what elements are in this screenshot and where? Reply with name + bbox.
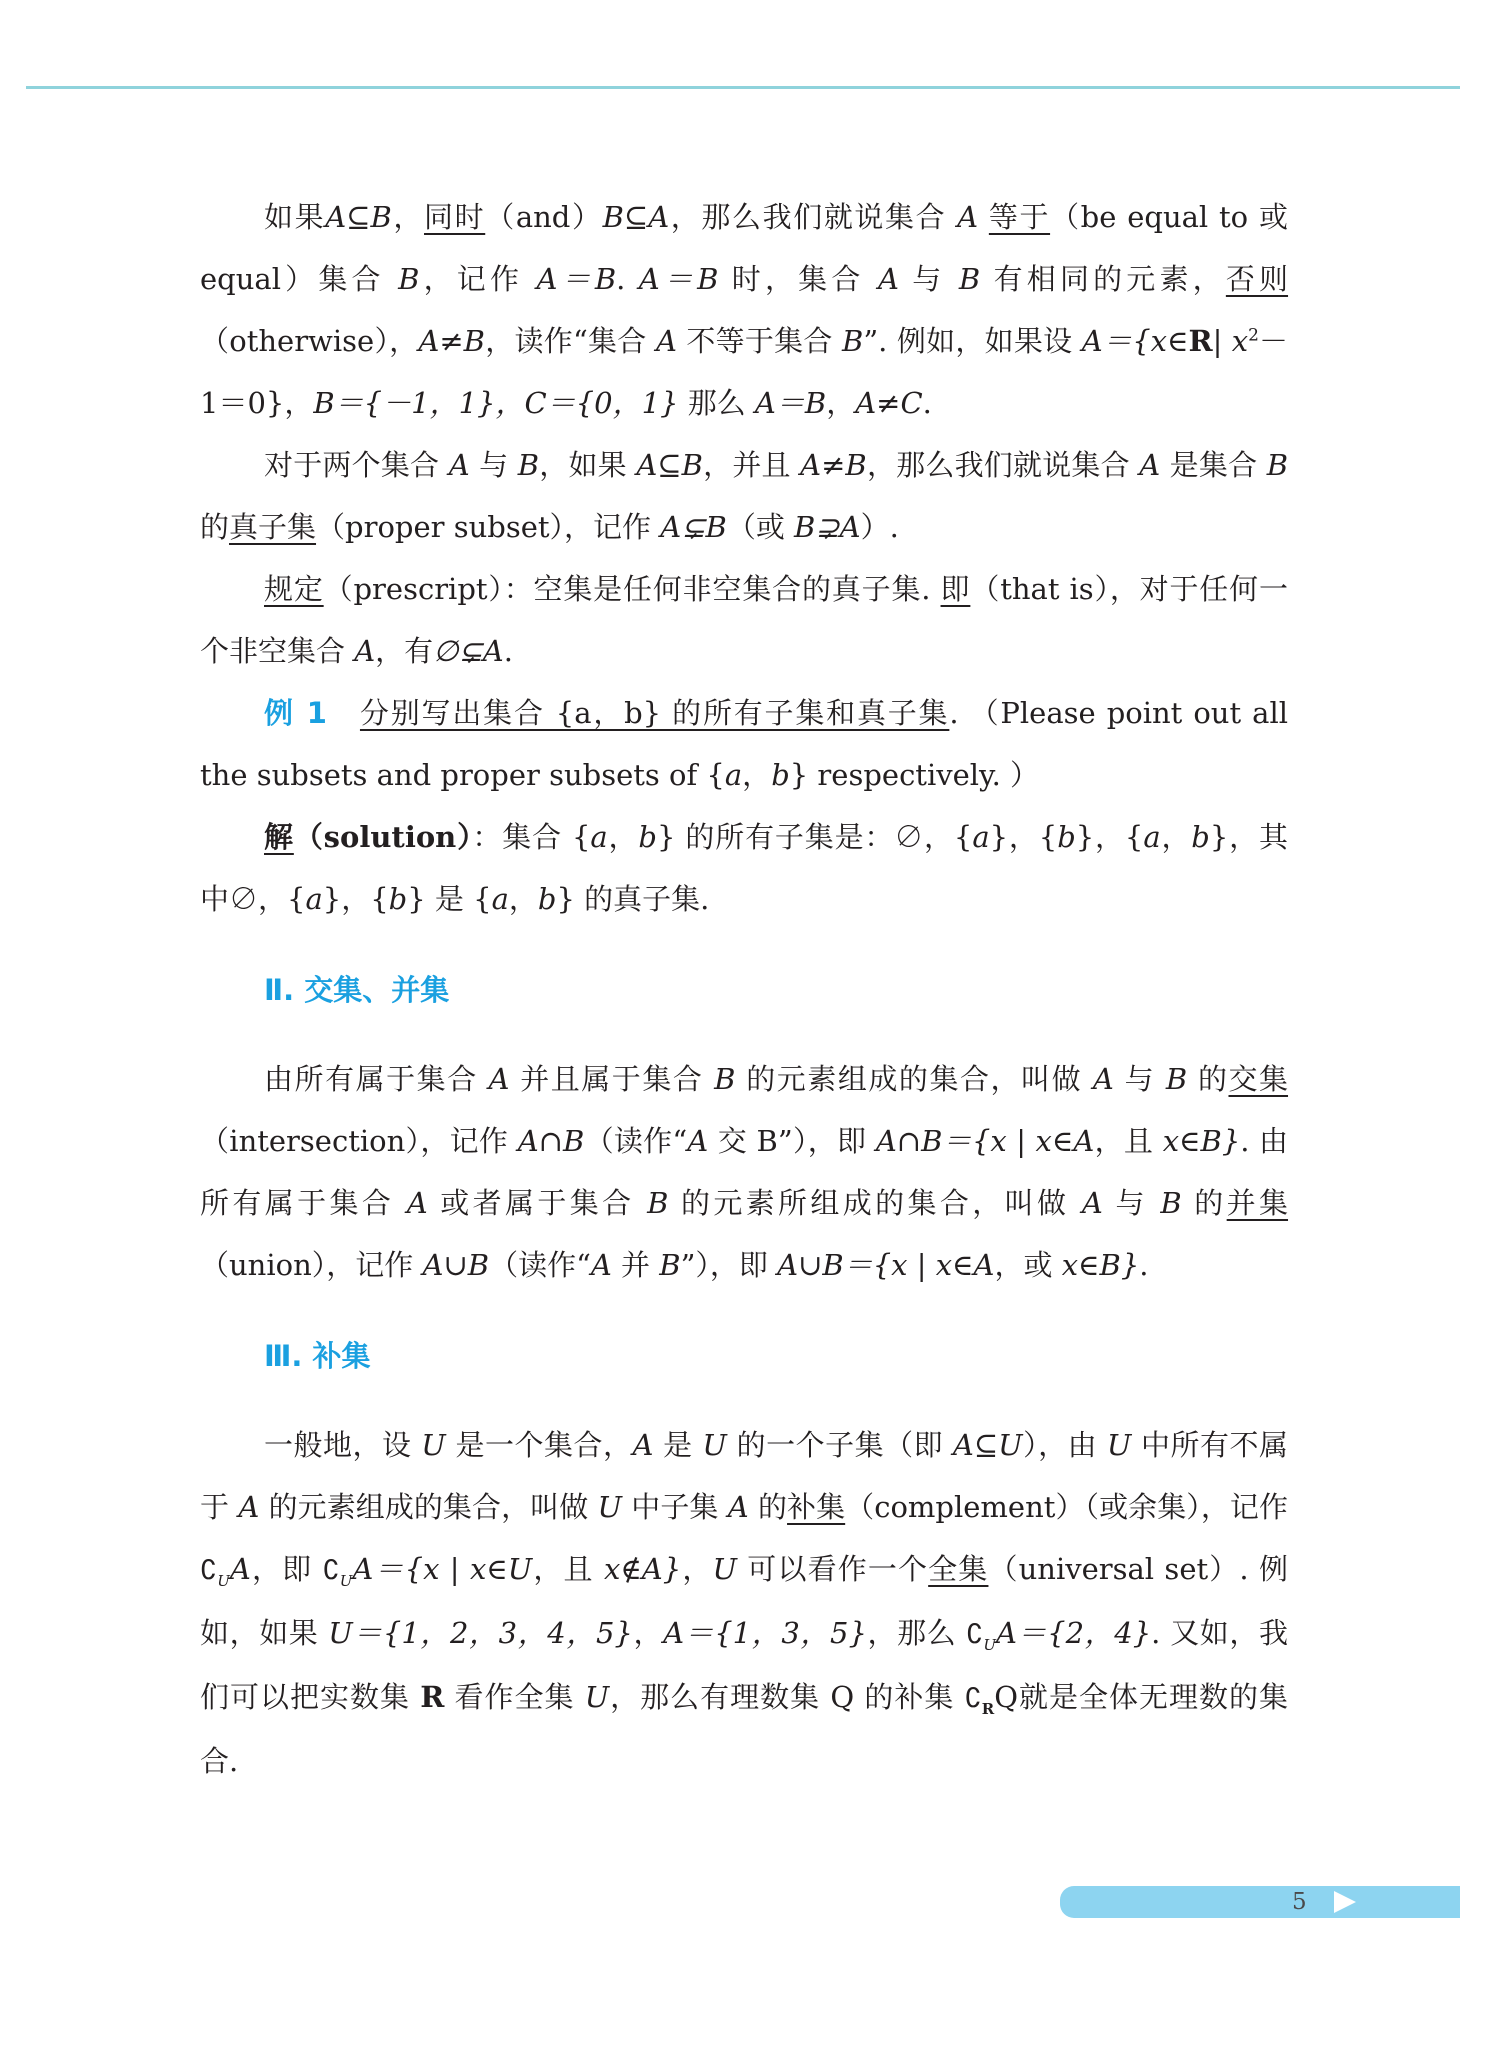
top-rule [26, 86, 1460, 89]
paragraph-prescript: 规定（prescript）：空集是任何非空集合的真子集. 即（that is），对于任何一个非空集合 A，有∅⊊A. [200, 572, 1288, 668]
term-simultaneously: 同时 [424, 200, 486, 234]
paragraph-intersection-union: 由所有属于集合 A 并且属于集合 B 的元素组成的集合，叫做 A 与 B 的交集（intersection），记作 A∩B（读作“A 交 B”），即 A∩B＝{x | x∈A，且 x∈B}. 由所有属于集合 A 或者属于集合 B 的元素所组成的集合，叫做 A 与 B 的并集（union），记作 A∪B（读作“A 并 B”），即 A∪B＝{x | x∈A，或 x∈B}. [200, 1062, 1289, 1282]
section-title-complement: Ⅲ. 补集 [264, 1339, 371, 1373]
page-content [200, 186, 1288, 1792]
paragraph-complement: 一般地，设 U 是一个集合，A 是 U 的一个子集（即 A⊆U），由 U 中所有不属于 A 的元素组成的集合，叫做 U 中子集 A 的补集（complement）（或余集），记作 $∁_UA$，即 $∁_UA=\{x$ | x∈U，且 x∉A}，U 可以看作一个全集（universal set）. 例如，如果 U＝{1，2，3，4，5}，A＝{1，3，5}，那么 $∁_UA=\{2$，4}. 又如，我们可以把实数集 R 看作全集 U，那么有理数集 Q 的补集 $∁_RQ$就是全体无理数的集合. [200, 1428, 1289, 1778]
page-number: 5 [1292, 1889, 1307, 1915]
term-union: 并集 [1226, 1186, 1289, 1220]
term-that-is: 即 [940, 572, 971, 606]
term-intersection: 交集 [1228, 1062, 1289, 1096]
example-question: 分别写出集合 {a，b} 的所有子集和真子集 [359, 696, 950, 730]
term-complement: 补集 [787, 1490, 846, 1524]
term-equal: 等于 [988, 200, 1051, 234]
example-1: 例 1 分别写出集合 {a，b} 的所有子集和真子集. （Please point out all the subsets and proper subsets of {a，b} respectively. ） [200, 696, 1288, 792]
term-universal-set: 全集 [928, 1552, 989, 1586]
solution-1: 解（solution）：集合 {a，b} 的所有子集是：∅，{a}，{b}，{a，b}，其中∅，{a}，{b} 是 {a，b} 的真子集. [200, 820, 1288, 916]
paragraph-set-equality: 如果A⊆B，同时（and）B⊆A，那么我们就说集合 A 等于（be equal to 或 equal）集合 B，记作 A＝B. A＝B 时，集合 A 与 B 有相同的元素，否则（otherwise），A≠B，读作“集合 A 不等于集合 B”. 例如，如果设 A＝{x∈R| $x^2-1=0$}，B＝{－1，1}，C＝{0，1} 那么 A＝B，A≠C. [200, 200, 1289, 420]
next-arrow-icon [1334, 1891, 1356, 1913]
page-number-bar [1060, 1886, 1460, 1918]
term-otherwise: 否则 [1225, 262, 1289, 296]
section-title-intersection-union: Ⅱ. 交集、并集 [264, 973, 450, 1007]
solution-label: 解 [264, 820, 294, 854]
term-prescript: 规定 [264, 572, 324, 606]
term-proper-subset: 真子集 [229, 510, 317, 544]
example-label: 例 1 [264, 696, 327, 730]
paragraph-proper-subset: 对于两个集合 A 与 B，如果 A⊆B，并且 A≠B，那么我们就说集合 A 是集合 B 的真子集（proper subset），记作 A⊊B（或 B⊋A）. [200, 448, 1289, 544]
page-footer [1060, 1886, 1460, 1918]
